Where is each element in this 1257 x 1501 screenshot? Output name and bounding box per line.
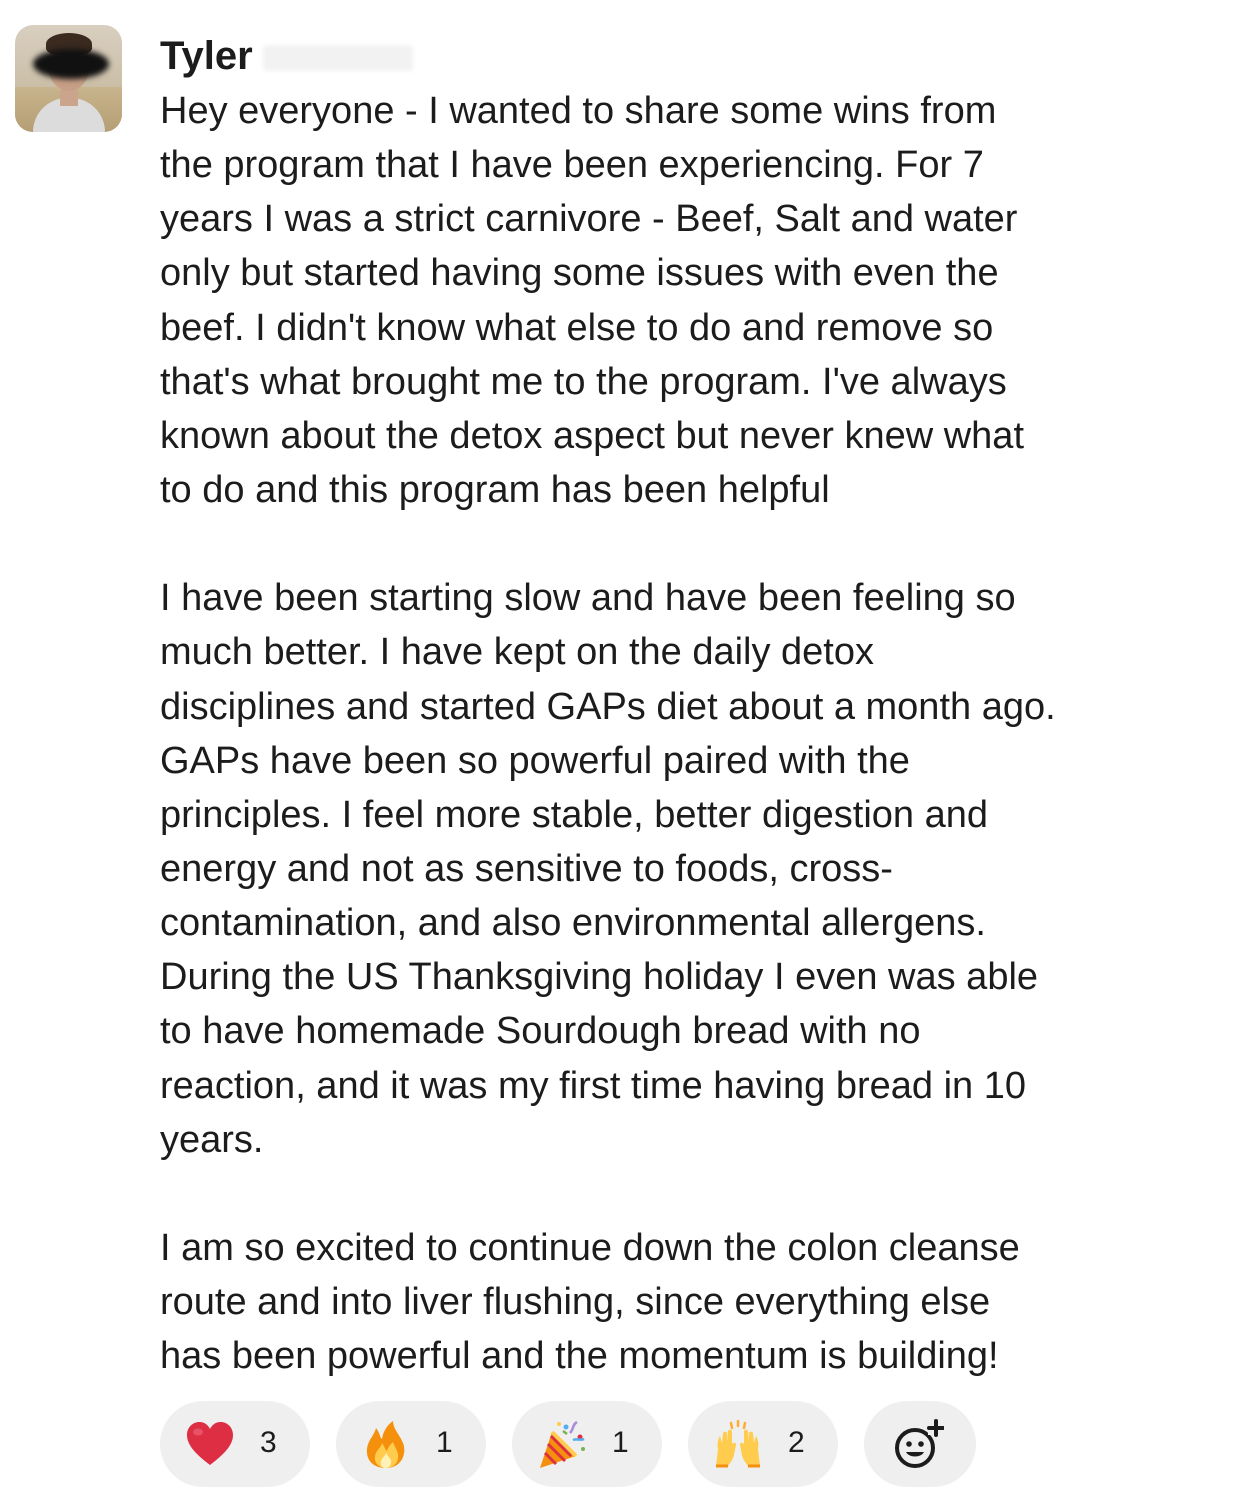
message-line: the program that I have been experiencing. For 7 (160, 144, 984, 187)
message-line: to have homemade Sourdough bread with no (160, 1010, 921, 1053)
heart-icon (184, 1419, 236, 1471)
message-line: I am so excited to continue down the colon cleanse (160, 1226, 1020, 1269)
message-line: beef. I didn't know what else to do and remove so (160, 306, 994, 349)
author-last-name-redacted (263, 45, 413, 71)
reaction-party-popper[interactable] (512, 1401, 662, 1487)
message-line (160, 1167, 1230, 1221)
message-line (160, 517, 1230, 571)
message-body (160, 84, 1230, 1383)
message-line: disciplines and started GAPs diet about a month ago. (160, 685, 1056, 728)
message-line: route and into liver flushing, since everything else (160, 1281, 991, 1324)
message-line: I have been starting slow and have been feeling so (160, 577, 1016, 620)
reaction-count: 2 (788, 1426, 805, 1459)
message-line: much better. I have kept on the daily detox (160, 631, 875, 674)
message-line: GAPs have been so powerful paired with the (160, 739, 910, 782)
message-line: that's what brought me to the program. I've always (160, 360, 1007, 403)
message-line: reaction, and it was my first time having bread in 10 (160, 1064, 1026, 1107)
add-reaction-button[interactable] (864, 1401, 976, 1487)
author-name[interactable] (160, 32, 413, 80)
fire-icon (360, 1419, 412, 1471)
message-line: During the US Thanksgiving holiday I even was able (160, 956, 1039, 999)
reaction-count: 3 (260, 1426, 277, 1459)
message-line: only but started having some issues with even the (160, 252, 999, 295)
message-line: to do and this program has been helpful (160, 468, 830, 511)
reaction-heart[interactable] (160, 1401, 310, 1487)
party-popper-icon (536, 1419, 588, 1471)
avatar-redaction (33, 49, 109, 79)
reaction-count: 1 (612, 1426, 629, 1459)
reaction-count: 1 (436, 1426, 453, 1459)
reaction-bar (160, 1401, 1060, 1487)
message-line: principles. I feel more stable, better digestion and (160, 793, 989, 836)
author-first-name: Tyler (160, 34, 253, 78)
message-line: Hey everyone - I wanted to share some wins from (160, 90, 997, 132)
message-line: years. (160, 1118, 264, 1161)
message-line: years I was a strict carnivore - Beef, Salt and water (160, 198, 1018, 241)
avatar-neck (60, 90, 78, 106)
raised-hands-icon (712, 1419, 764, 1471)
reaction-raised-hands[interactable] (688, 1401, 838, 1487)
message-line: has been powerful and the momentum is building! (160, 1335, 999, 1378)
avatar[interactable] (15, 25, 122, 132)
message-line: contamination, and also environmental allergens. (160, 902, 986, 945)
message-line: known about the detox aspect but never knew what (160, 414, 1024, 457)
add-reaction-icon (892, 1419, 944, 1471)
reaction-fire[interactable] (336, 1401, 486, 1487)
message-line: energy and not as sensitive to foods, cross- (160, 847, 893, 890)
